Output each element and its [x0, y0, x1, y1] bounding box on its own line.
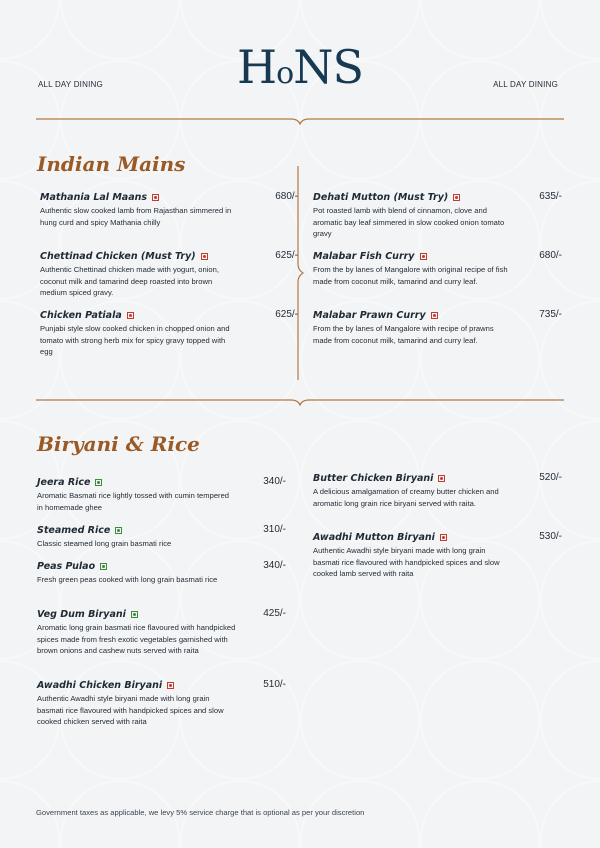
dish-name: Chicken Patiala [40, 309, 122, 321]
dish-name: Mathania Lal Maans [40, 191, 148, 203]
menu-item [37, 476, 286, 513]
dish-price: 310/- [263, 524, 286, 535]
dish-description: Punjabi style slow cooked chicken in chopped onion and tomato with strong herb mix for spicy gravy topped with egg [40, 324, 230, 356]
dish-description: Aromatic long grain basmati rice flavoured with handpicked spices made from fresh exotic vegetables garnished with brown onions and cashew nuts served with raita [37, 623, 236, 655]
dish-price: 340/- [263, 476, 286, 487]
non-veg-icon [167, 682, 174, 689]
dish-description: Pot roasted lamb with blend of cinnamon, clove and aromatic bay leaf simmered in slow cooked onion tomato gravy [313, 206, 505, 238]
dish-name: Awadhi Mutton Biryani [313, 531, 435, 543]
dish-price: 680/- [539, 250, 562, 261]
header-divider [36, 115, 564, 125]
hons-logo: HoNS [237, 40, 363, 94]
dish-description: Classic steamed long grain basmati rice [37, 539, 172, 548]
non-veg-icon [440, 534, 447, 541]
tax-note: Government taxes as applicable, we levy 5% service charge that is optional as per your discretion [36, 808, 365, 817]
menu-item [313, 191, 562, 240]
menu-item [37, 679, 286, 728]
dish-name: Awadhi Chicken Biryani [37, 679, 163, 691]
dish-name: Butter Chicken Biryani [313, 472, 434, 484]
menu-item [313, 309, 562, 346]
veg-icon [115, 527, 122, 534]
non-veg-icon [431, 312, 438, 319]
dish-name: Malabar Prawn Curry [313, 309, 426, 321]
menu-item [313, 531, 562, 580]
dish-name: Dehati Mutton (Must Try) [313, 191, 449, 203]
menu-item [40, 191, 298, 228]
veg-icon [100, 563, 107, 570]
all-day-dining-label-right: ALL DAY DINING [493, 80, 558, 89]
dish-price: 625/- [275, 250, 298, 261]
menu-item [313, 472, 562, 509]
biryani-rice-title: Biryani & Rice [37, 432, 200, 456]
dish-price: 520/- [539, 472, 562, 483]
non-veg-icon [152, 194, 159, 201]
veg-icon [95, 479, 102, 486]
dish-price: 625/- [275, 309, 298, 320]
non-veg-icon [438, 475, 445, 482]
dish-description: Authentic slow cooked lamb from Rajasthan simmered in hung curd and spicy Mathania chilly [40, 206, 232, 227]
menu-item [37, 608, 286, 657]
dish-name: Malabar Fish Curry [313, 250, 415, 262]
dish-name: Veg Dum Biryani [37, 608, 126, 620]
menu-item [37, 524, 286, 550]
dish-price: 340/- [263, 560, 286, 571]
dish-description: Authentic Awadhi style biryani made with long grain basmati rice flavoured with handpicked spices and slow cooked lamb served with raita [313, 546, 500, 578]
dish-price: 680/- [275, 191, 298, 202]
dish-description: Aromatic Basmati rice lightly tossed with cumin tempered in homemade ghee [37, 491, 230, 512]
dish-name: Peas Pulao [37, 560, 96, 572]
non-veg-icon [453, 194, 460, 201]
non-veg-icon [201, 253, 208, 260]
dish-name: Chettinad Chicken (Must Try) [40, 250, 196, 262]
menu-item [40, 250, 298, 299]
dish-price: 510/- [263, 679, 286, 690]
section-divider [36, 396, 564, 406]
dish-price: 530/- [539, 531, 562, 542]
dish-price: 425/- [263, 608, 286, 619]
menu-item [313, 250, 562, 287]
dish-price: 735/- [539, 309, 562, 320]
dish-description: Authentic Chettinad chicken made with yogurt, onion, coconut milk and tamarind deep roasted into brown medium spiced gravy. [40, 265, 219, 297]
menu-item [37, 560, 286, 586]
non-veg-icon [420, 253, 427, 260]
indian-mains-title: Indian Mains [37, 152, 186, 176]
dish-description: From the by lanes of Mangalore with original recipe of fish made from coconut milk, tamarind and curry leaf. [313, 265, 508, 286]
dish-name: Steamed Rice [37, 524, 111, 536]
dish-name: Jeera Rice [37, 476, 91, 488]
dish-description: Authentic Awadhi style biryani made with long grain basmati rice flavoured with handpicked spices and slow cooked chicken served with raita [37, 694, 224, 726]
veg-icon [131, 611, 138, 618]
dish-description: Fresh green peas cooked with long grain basmati rice [37, 575, 218, 584]
all-day-dining-label-left: ALL DAY DINING [38, 80, 103, 89]
non-veg-icon [127, 312, 134, 319]
dish-price: 635/- [539, 191, 562, 202]
dish-description: From the by lanes of Mangalore with recipe of prawns made from coconut milk, tamarind and curry leaf. [313, 324, 494, 345]
dish-description: A delicious amalgamation of creamy butter chicken and aromatic long grain rice biryani served with raita. [313, 487, 499, 508]
menu-item [40, 309, 298, 358]
